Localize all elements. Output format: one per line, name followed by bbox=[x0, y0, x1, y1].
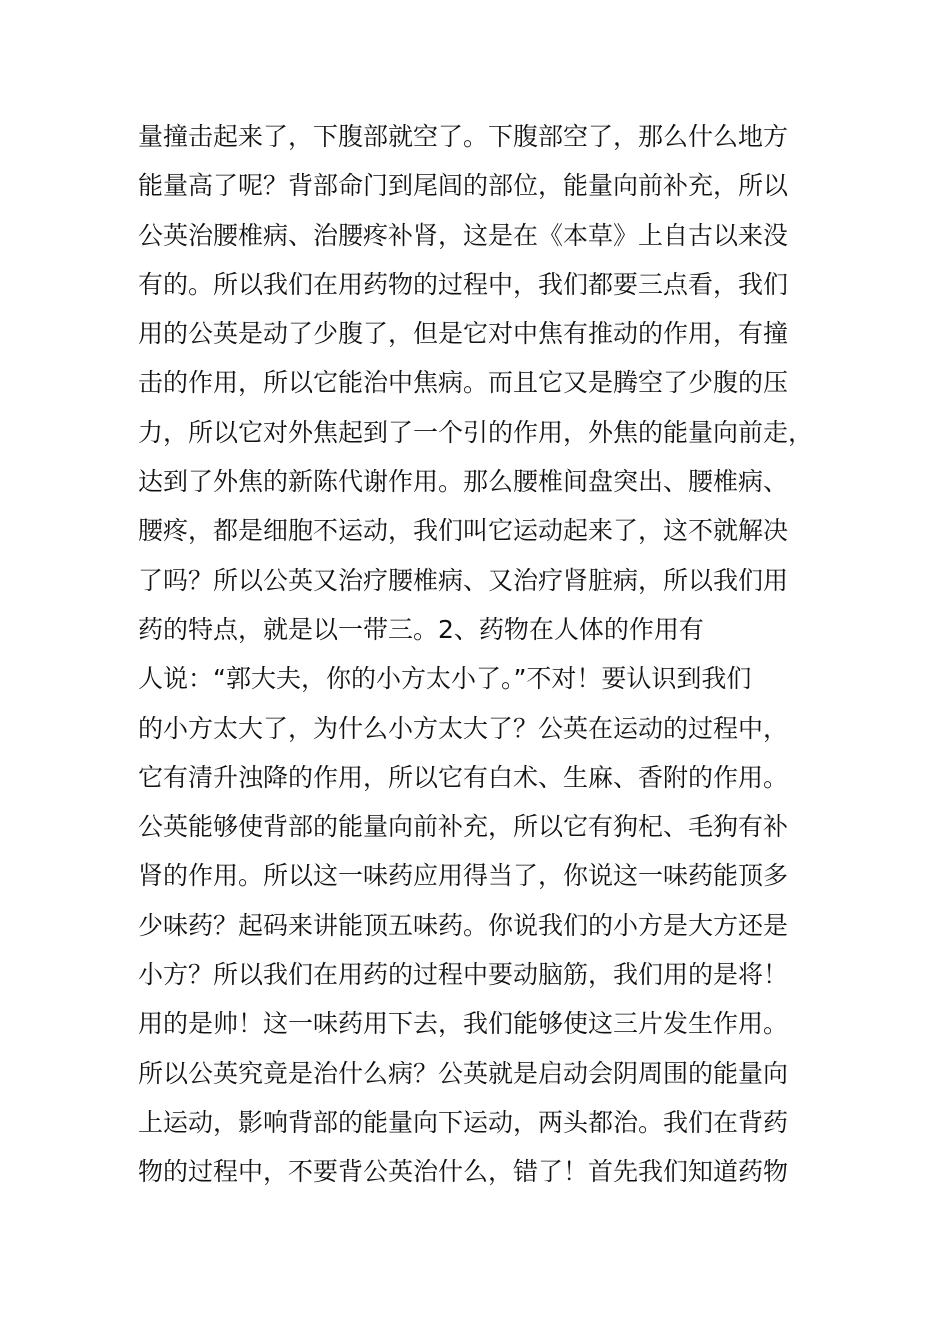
text-line: 力，所以它对外焦起到了一个引的作用，外焦的能量向前走， bbox=[138, 417, 814, 447]
text-line: 击的作用，所以它能治中焦病。而且它又是腾空了少腹的压 bbox=[138, 368, 789, 398]
text-line: 有的。所以我们在用药物的过程中，我们都要三点看，我们 bbox=[138, 269, 789, 299]
text-line: 能量高了呢？背部命门到尾闾的部位，能量向前补充，所以 bbox=[138, 171, 789, 201]
text-line: 所以公英究竟是治什么病？公英就是启动会阴周围的能量向 bbox=[138, 1058, 789, 1088]
text-line: 用的是帅！这一味药用下去，我们能够使这三片发生作用。 bbox=[138, 1009, 789, 1039]
text-line: 了吗？所以公英又治疗腰椎病、又治疗肾脏病，所以我们用 bbox=[138, 565, 789, 595]
text-line: 少味药？起码来讲能顶五味药。你说我们的小方是大方还是 bbox=[138, 910, 789, 940]
text-line: 上运动，影响背部的能量向下运动，两头都治。我们在背药 bbox=[138, 1107, 789, 1137]
text-line: 公英治腰椎病、治腰疼补肾，这是在《本草》上自古以来没 bbox=[138, 220, 789, 250]
text-line: 它有清升浊降的作用，所以它有白术、生麻、香附的作用。 bbox=[138, 762, 789, 792]
text-line: 物的过程中，不要背公英治什么，错了！首先我们知道药物 bbox=[138, 1157, 789, 1187]
text-line: 小方？所以我们在用药的过程中要动脑筋，我们用的是将！ bbox=[138, 960, 789, 990]
text-line: 公英能够使背部的能量向前补充，所以它有狗杞、毛狗有补 bbox=[138, 812, 789, 842]
text-line: 达到了外焦的新陈代谢作用。那么腰椎间盘突出、腰椎病、 bbox=[138, 467, 789, 497]
text-line: 药的特点，就是以一带三。2、药物在人体的作用有 bbox=[138, 614, 704, 644]
text-line: 量撞击起来了，下腹部就空了。下腹部空了，那么什么地方 bbox=[138, 122, 789, 151]
text-line: 腰疼，都是细胞不运动，我们叫它运动起来了，这不就解决 bbox=[138, 516, 789, 546]
text-line: 人说：“郭大夫，你的小方太小了。”不对！要认识到我们 bbox=[138, 664, 752, 694]
text-line: 的小方太大了，为什么小方太大了？公英在运动的过程中， bbox=[138, 713, 789, 743]
body-text bbox=[138, 112, 818, 1197]
text-line: 肾的作用。所以这一味药应用得当了，你说这一味药能顶多 bbox=[138, 861, 789, 891]
text-line: 用的公英是动了少腹了，但是它对中焦有推动的作用，有撞 bbox=[138, 319, 789, 349]
